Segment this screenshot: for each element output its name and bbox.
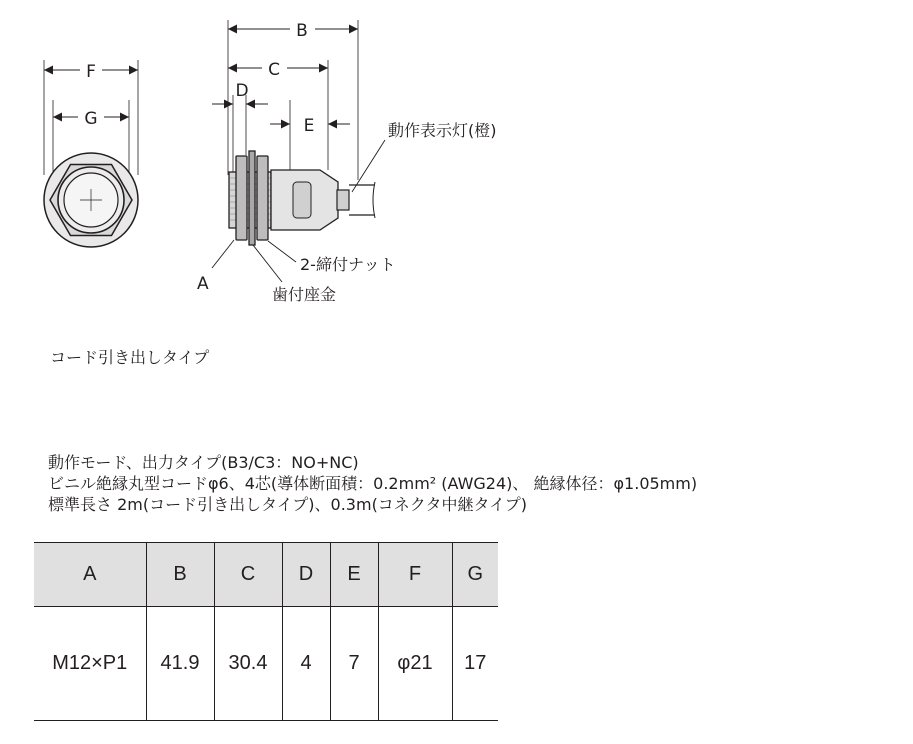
sensor-dimension-drawing: [0, 0, 913, 330]
rear-nut: [257, 156, 268, 240]
label-c: C: [268, 60, 280, 80]
header-cell: B: [146, 543, 214, 607]
header-cell: D: [282, 543, 330, 607]
header-cell: A: [83, 563, 97, 585]
label-nut: 2-締付ナット: [300, 255, 396, 274]
indicator-lamp: [337, 190, 349, 210]
label-a: A: [197, 274, 209, 294]
header-cell: G: [452, 543, 498, 607]
label-b: B: [296, 21, 308, 41]
label-e: E: [303, 116, 315, 136]
table-header-row: [34, 543, 498, 607]
toothed-washer: [249, 151, 255, 245]
label-f: F: [86, 62, 96, 82]
side-view: [212, 20, 385, 282]
header-cell: E: [330, 543, 378, 607]
label-indicator: 動作表示灯(橙): [388, 121, 497, 140]
dimension-table: [34, 542, 498, 721]
header-cell: C: [214, 543, 282, 607]
front-view: [44, 60, 138, 247]
spec-text: [48, 452, 697, 515]
table-cell: M12×P1: [52, 652, 128, 674]
table-cell: 30.4: [214, 607, 282, 721]
table-cell: φ21: [378, 607, 452, 721]
label-g: G: [84, 109, 98, 129]
front-nut: [236, 156, 247, 240]
table-cell: 4: [282, 607, 330, 721]
table-cell: 17: [452, 607, 498, 721]
spec-line: 標準長さ 2m(コード引き出しタイプ)、0.3m(コネクタ中継タイプ): [48, 495, 527, 514]
label-d: D: [235, 81, 249, 101]
spec-line: ビニル絶縁丸型コードφ6、4芯(導体断面積：0.2mm² (AWG24)、 絶縁体径：φ1.05mm): [48, 474, 698, 493]
spec-line: 動作モード、出力タイプ(B3/C3：NO+NC): [48, 453, 359, 472]
header-cell: F: [378, 543, 452, 607]
table-row: [34, 607, 498, 721]
table-cell: 7: [330, 607, 378, 721]
table-cell: 41.9: [146, 607, 214, 721]
label-washer: 歯付座金: [272, 285, 337, 304]
cord-type-heading: コード引き出しタイプ: [50, 348, 210, 367]
